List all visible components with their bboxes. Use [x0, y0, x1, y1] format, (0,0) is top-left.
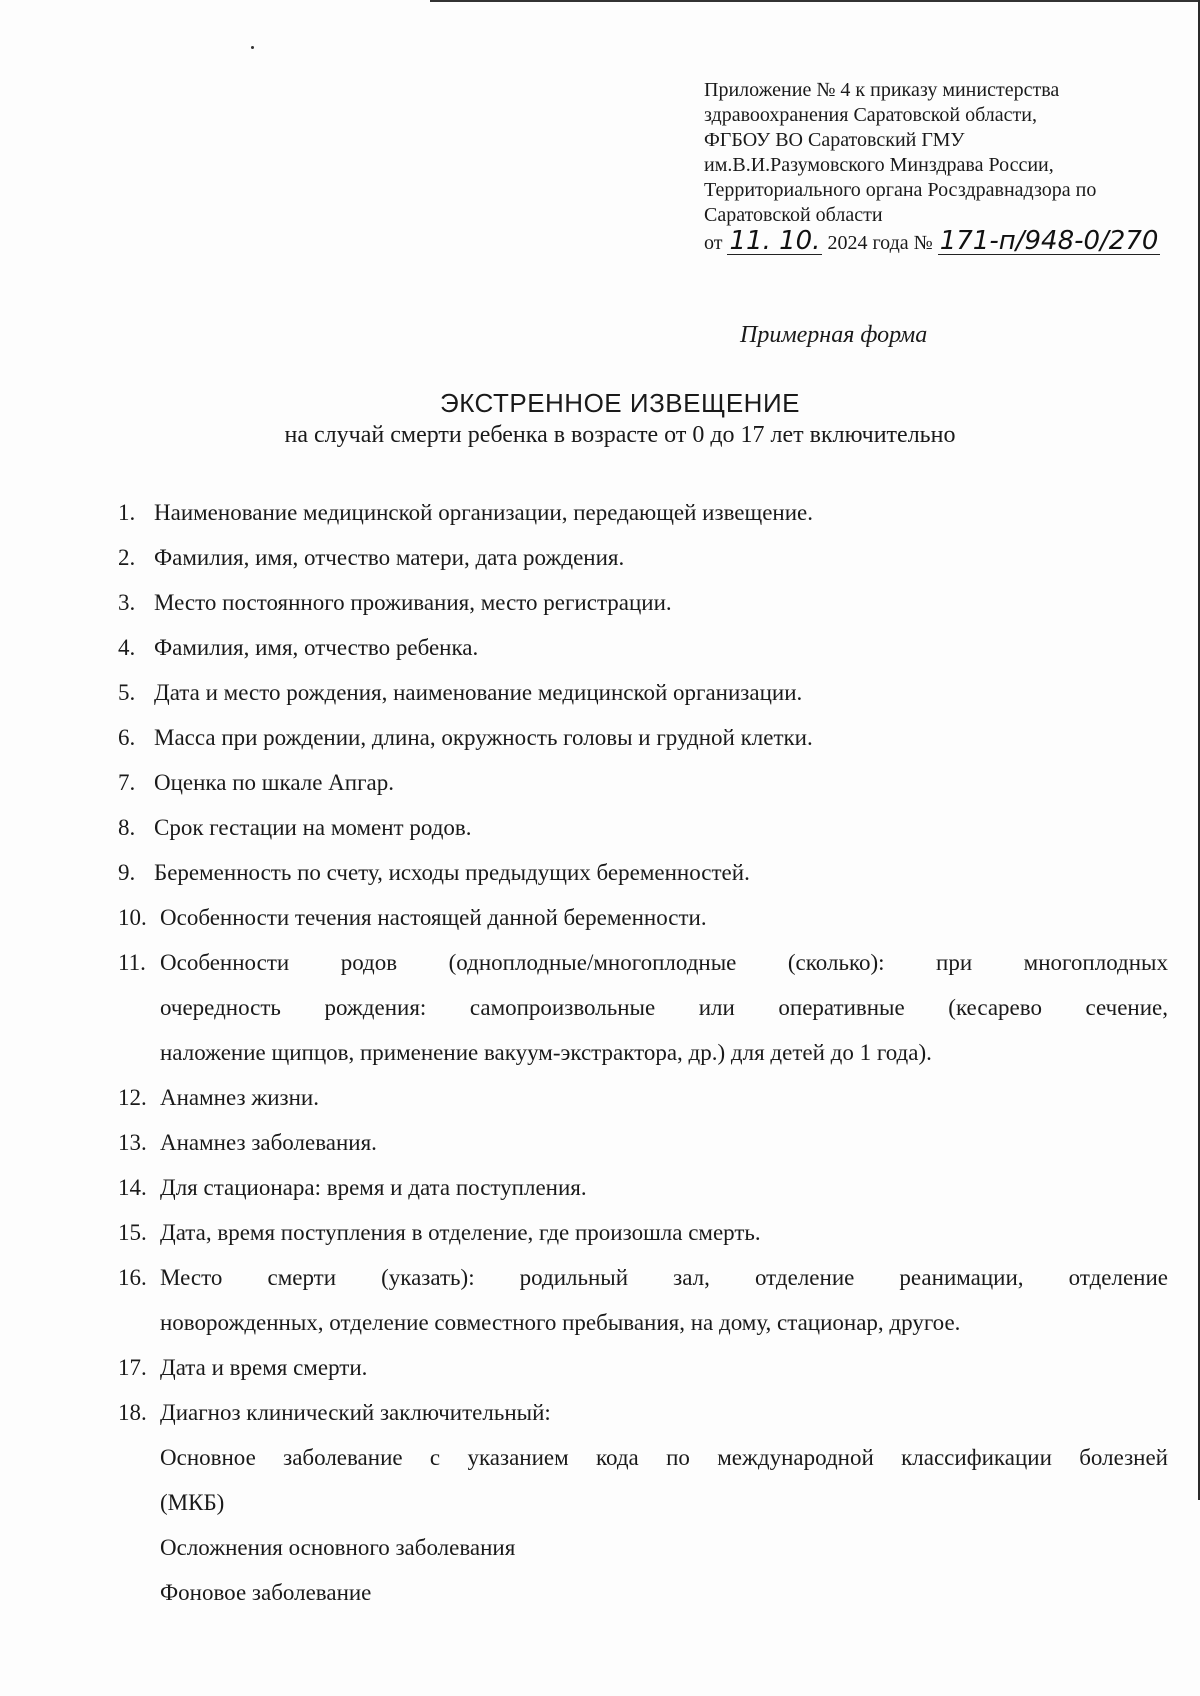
appendix-line: ФГБОУ ВО Саратовский ГМУ: [704, 129, 965, 151]
item-text: Срок гестации на момент родов.: [154, 815, 472, 840]
item-text: Наименование медицинской организации, передающей извещение.: [154, 500, 814, 525]
list-item: [118, 1255, 1168, 1300]
list-item: [118, 850, 1168, 895]
list-item: [118, 895, 1168, 940]
list-item: [118, 1345, 1168, 1390]
list-item: [118, 715, 1168, 760]
item-number: 9.: [118, 860, 136, 885]
list-item: [118, 490, 1168, 535]
item-number: 14.: [118, 1175, 147, 1200]
list-item: [118, 940, 1168, 985]
diagnosis-subitem: Фоновое заболевание: [160, 1580, 372, 1605]
item-text-multiline: [160, 1255, 1168, 1300]
item-number: 7.: [118, 770, 136, 795]
item-text: Фамилия, имя, отчество ребенка.: [154, 635, 479, 660]
list-item: [118, 1120, 1168, 1165]
date-prefix: от: [704, 232, 723, 254]
list-item: [118, 1165, 1168, 1210]
item-number: 13.: [118, 1130, 147, 1155]
item-line: наложение щипцов, применение вакуум-экстрактора, др.) для детей до 1 года).: [160, 1040, 932, 1065]
item-number: 10.: [118, 905, 147, 930]
item-text-multiline: [160, 1300, 1168, 1345]
list-item-continuation: [118, 985, 1168, 1030]
diagnosis-subitem: Основное заболевание с указанием кода по международной классификации болезней: [160, 1445, 1168, 1470]
list-item-continuation: [118, 1300, 1168, 1345]
item-number: 11.: [118, 950, 146, 975]
item-text: Дата и время смерти.: [160, 1355, 368, 1380]
handwritten-order-number: 171-п/948-0/270: [939, 226, 1159, 256]
appendix-line: Территориального органа Росздравнадзора по: [704, 179, 1097, 201]
year-text: 2024 года №: [827, 232, 933, 254]
appendix-header: [704, 78, 1174, 256]
item-line: очередность рождения: самопроизвольные или оперативные (кесарево сечение,: [160, 995, 1168, 1020]
list-item: [118, 805, 1168, 850]
list-item-continuation: [118, 1480, 1168, 1525]
diagnosis-subitem: (МКБ): [160, 1490, 225, 1515]
item-number: 18.: [118, 1400, 147, 1425]
list-item-continuation: [118, 1525, 1168, 1570]
item-number: 4.: [118, 635, 136, 660]
list-item: [118, 670, 1168, 715]
item-text: Фамилия, имя, отчество матери, дата рождения.: [154, 545, 625, 570]
form-label: Примерная форма: [740, 322, 928, 348]
item-text: Анамнез жизни.: [160, 1085, 319, 1110]
item-text: Место постоянного проживания, место регистрации.: [154, 590, 672, 615]
page-title: ЭКСТРЕННОЕ ИЗВЕЩЕНИЕ: [440, 388, 800, 418]
scan-speck: [251, 46, 254, 49]
item-line: Особенности родов (одноплодные/многоплодные (сколько): при многоплодных: [160, 950, 1168, 975]
list-item: [118, 580, 1168, 625]
item-number: 16.: [118, 1265, 147, 1290]
item-text: Оценка по шкале Апгар.: [154, 770, 394, 795]
item-text: Для стационара: время и дата поступления.: [160, 1175, 587, 1200]
item-line: новорожденных, отделение совместного пребывания, на дому, стационар, другое.: [160, 1310, 961, 1335]
diagnosis-subitem: Осложнения основного заболевания: [160, 1535, 516, 1560]
form-items-list: [118, 490, 1168, 1615]
item-text: Дата, время поступления в отделение, где произошла смерть.: [160, 1220, 761, 1245]
item-text: Дата и место рождения, наименование медицинской организации.: [154, 680, 803, 705]
list-item-continuation: [118, 1435, 1168, 1480]
item-number: 17.: [118, 1355, 147, 1380]
item-text-multiline: [160, 1030, 1168, 1075]
item-text-multiline: [160, 940, 1168, 985]
appendix-line: им.В.И.Разумовского Минздрава России,: [704, 154, 1054, 176]
item-number: 15.: [118, 1220, 147, 1245]
appendix-line: Саратовской области: [704, 204, 883, 226]
item-number: 6.: [118, 725, 136, 750]
list-item-continuation: [118, 1030, 1168, 1075]
item-number: 12.: [118, 1085, 147, 1110]
appendix-line: здравоохранения Саратовской области,: [704, 104, 1037, 126]
list-item: [118, 1210, 1168, 1255]
item-text-multiline: [160, 985, 1168, 1030]
item-line: Место смерти (указать): родильный зал, отделение реанимации, отделение: [160, 1265, 1168, 1290]
list-item-continuation: [118, 1570, 1168, 1615]
list-item: [118, 535, 1168, 580]
item-number: 8.: [118, 815, 136, 840]
item-number: 3.: [118, 590, 136, 615]
item-text: Диагноз клинический заключительный:: [160, 1400, 551, 1425]
list-item: [118, 760, 1168, 805]
page-subtitle: на случай смерти ребенка в возрасте от 0 до 17 лет включительно: [284, 422, 956, 448]
appendix-date-row: [704, 228, 1174, 256]
list-item: [118, 625, 1168, 670]
item-number: 2.: [118, 545, 136, 570]
item-text: Особенности течения настоящей данной беременности.: [160, 905, 707, 930]
item-text-multiline: [160, 1435, 1168, 1480]
item-number: 5.: [118, 680, 136, 705]
item-number: 1.: [118, 500, 136, 525]
list-item: [118, 1390, 1168, 1435]
item-text: Беременность по счету, исходы предыдущих беременностей.: [154, 860, 750, 885]
scan-top-border: [430, 0, 1200, 2]
handwritten-date: 11. 10.: [729, 226, 821, 256]
appendix-line: Приложение № 4 к приказу министерства: [704, 79, 1060, 101]
item-text: Масса при рождении, длина, окружность головы и грудной клетки.: [154, 725, 813, 750]
list-item: [118, 1075, 1168, 1120]
item-text: Анамнез заболевания.: [160, 1130, 377, 1155]
